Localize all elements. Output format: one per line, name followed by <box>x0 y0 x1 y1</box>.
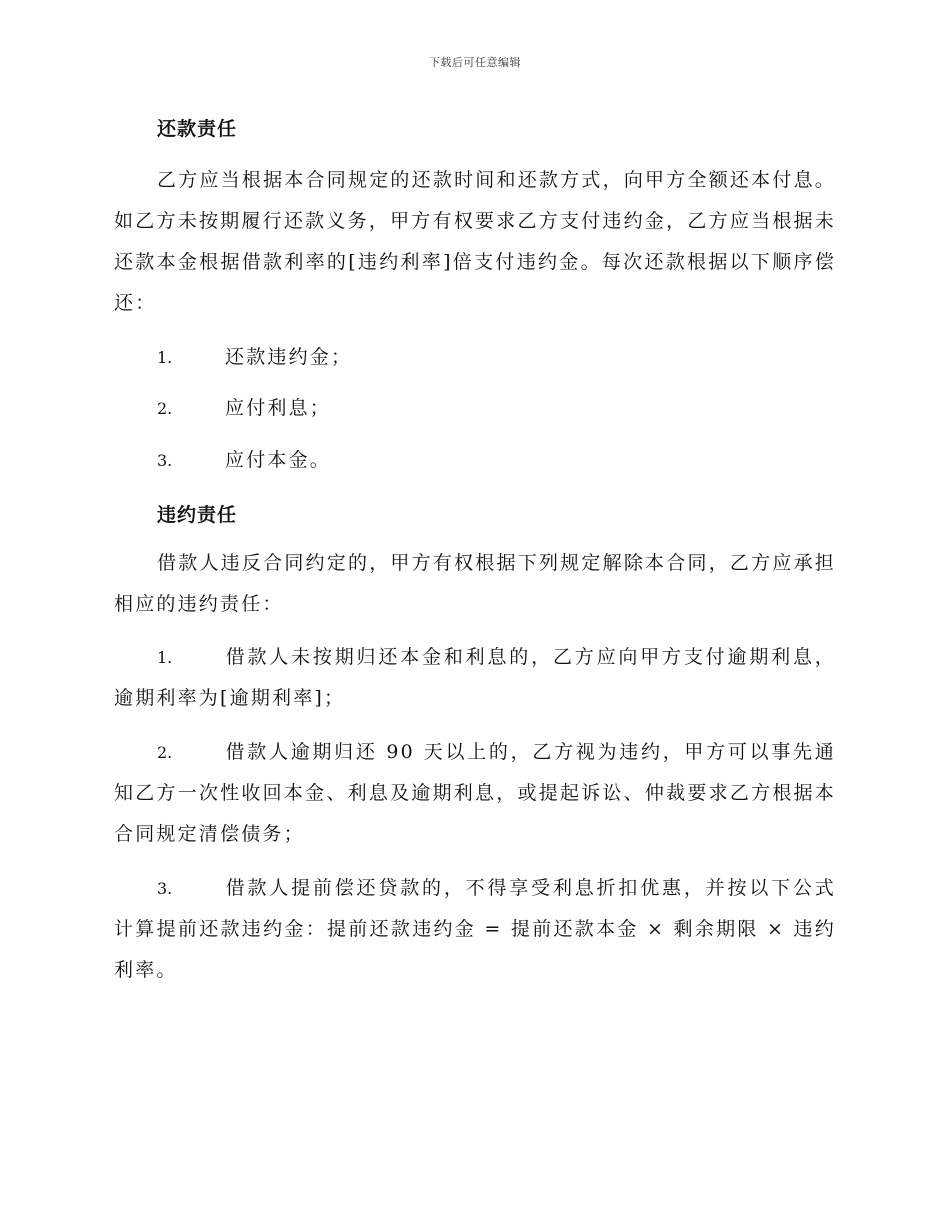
list-item <box>114 637 836 719</box>
list-item <box>157 388 331 429</box>
list-text: 借款人未按期归还本金和利息的，乙方应向甲方支付逾期利息，逾期利率为[逾期利率]； <box>114 646 836 709</box>
list-item <box>157 440 331 481</box>
list-text: 借款人提前偿还贷款的，不得享受利息折扣优惠，并按以下公式计算提前还款违约金：提前还款违约金 = 提前还款本金 × 剩余期限 × 违约利率。 <box>114 877 836 981</box>
list-number: 1. <box>157 648 173 667</box>
list-number: 2. <box>157 743 173 762</box>
section-intro-repayment: 乙方应当根据本合同规定的还款时间和还款方式，向甲方全额还本付息。如乙方未按期履行还款义务，甲方有权要求乙方支付违约金，乙方应当根据未还款本金根据借款利率的[违约利率]倍支付违约金。每次还款根据以下顺序偿还： <box>114 169 836 314</box>
list-text: 应付本金。 <box>225 449 332 471</box>
list-item <box>114 868 836 991</box>
section-heading-repayment: 还款责任 <box>157 118 238 140</box>
section-heading-breach: 违约责任 <box>157 504 238 526</box>
list-text: 应付利息； <box>225 397 332 419</box>
list-text: 借款人逾期归还 90 天以上的，乙方视为违约，甲方可以事先通知乙方一次性收回本金、利息及逾期利息，或提起诉讼、仲裁要求乙方根据本合同规定清偿债务； <box>114 741 836 845</box>
list-item <box>114 732 836 855</box>
list-number: 3. <box>157 451 173 470</box>
list-item <box>157 337 352 378</box>
list-number: 2. <box>157 399 173 418</box>
list-text: 还款违约金； <box>225 346 353 368</box>
list-number: 1. <box>157 348 173 367</box>
section-intro-breach: 借款人违反合同约定的，甲方有权根据下列规定解除本合同，乙方应承担相应的违约责任： <box>114 552 836 615</box>
list-number: 3. <box>157 879 173 898</box>
header-note: 下载后可任意编辑 <box>429 56 521 69</box>
